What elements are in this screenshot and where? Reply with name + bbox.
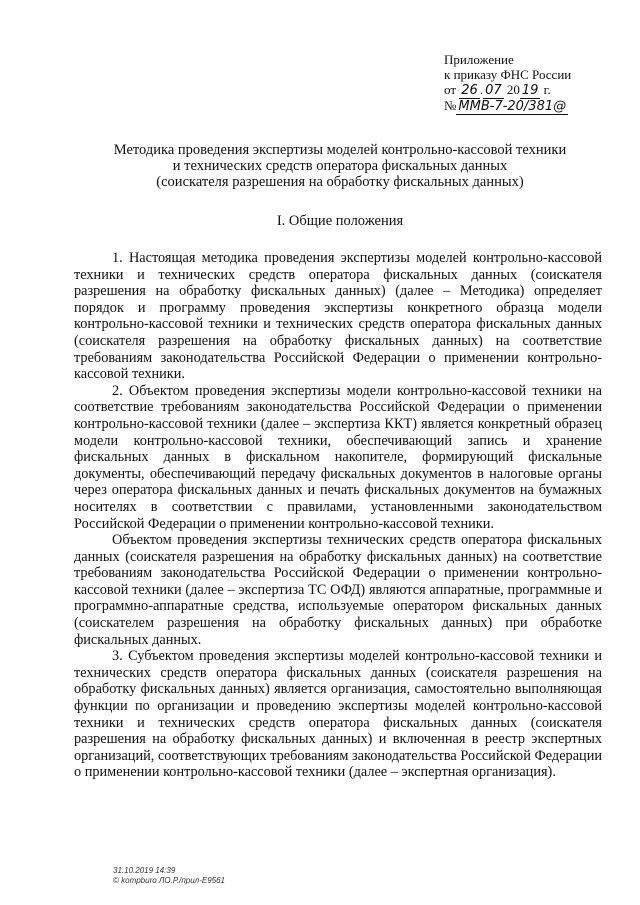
paragraph: Объектом проведения экспертизы технических средств оператора фискальных данных (соискателя разрешения на обработку фискальных данных) на соответствие требованиям законодательства Российской Федерации о применении контрольно-кассовой техники (далее – экспертиза ТС ОФД) являются аппаратные, программные и программно-аппаратные средства, используемые оператором фискальных данных (соискателем разрешения на обработку фискальных данных) при обработке фискальных данных.: [74, 532, 602, 648]
appendix-block: [444, 52, 614, 114]
appendix-date-sep: .: [479, 82, 484, 97]
title-line-2: и технических средств оператора фискальных данных: [172, 158, 508, 174]
footer-timestamp: 31.10.2019 14:39: [113, 866, 176, 875]
appendix-date-day: 26: [461, 83, 478, 98]
appendix-label: Приложение: [444, 52, 514, 67]
appendix-number-prefix: №: [444, 98, 457, 113]
appendix-date-tail: г.: [543, 82, 551, 97]
title-line-1: Методика проведения экспертизы моделей контрольно-кассовой техники: [113, 142, 567, 158]
appendix-date-prefix: от: [444, 82, 457, 97]
paragraph: 2. Объектом проведения экспертизы модели контрольно-кассовой техники на соответствие требованиям законодательства Российской Федерации о применении контрольно-кассовой техники (далее – экспертиза ККТ) является конкретный образец модели контрольно-кассовой техники, обеспечивающий запись и хранение фискальных данных в фискальном накопителе, формирующий фискальные документы, обеспечивающий передачу фискальных документов в налоговые органы через оператора фискальных данных и печать фискальных документов на бумажных носителях в соответствии с правилами, установленными законодательством Российской Федерации о применении контрольно-кассовой техники.: [74, 382, 602, 532]
paragraph: 3. Субъектом проведения экспертизы моделей контрольно-кассовой техники и технических средств оператора фискальных данных (соискателя разрешения на обработку фискальных данных) является организация, самостоятельно выполняющая функции по организации и проведению экспертизы моделей контрольно-кассовой техники и технических средств оператора фискальных данных (соискателя разрешения на обработку фискальных данных) и включенная в реестр экспертных организаций, соответствующих требованиям законодательства Российской Федерации о применении контрольно-кассовой техники (далее – экспертная организация).: [74, 648, 602, 781]
document-body: [74, 250, 602, 781]
title-line-3: (соискателя разрешения на обработку фискальных данных): [156, 174, 524, 190]
appendix-date-month: 07: [485, 83, 502, 98]
paragraph: 1. Настоящая методика проведения экспертизы моделей контрольно-кассовой техники и технических средств оператора фискальных данных (соискателя разрешения на обработку фискальных данных) (далее – Методика) определяет порядок и программу проведения экспертизы конкретного образца модели контрольно-кассовой техники и технических средств оператора фискальных данных (соискателя разрешения на обработку фискальных данных) на соответствие требованиям законодательства Российской Федерации о применении контрольно-кассовой техники.: [74, 250, 602, 383]
footer-file-ref: © kompburo ЛО.Р./прил-Е9561: [113, 876, 225, 885]
document-title: [70, 142, 610, 190]
appendix-date-year-prefix: 20: [506, 82, 520, 97]
appendix-number: [444, 98, 614, 114]
appendix-order-ref: к приказу ФНС России: [444, 67, 572, 82]
footer-stamp: [113, 866, 225, 886]
appendix-number-value: ММВ-7-20/381@: [458, 99, 567, 114]
appendix-date-year-suffix: 19: [521, 83, 539, 98]
section-heading: I. Общие положения: [276, 213, 404, 229]
appendix-date: [444, 82, 614, 98]
